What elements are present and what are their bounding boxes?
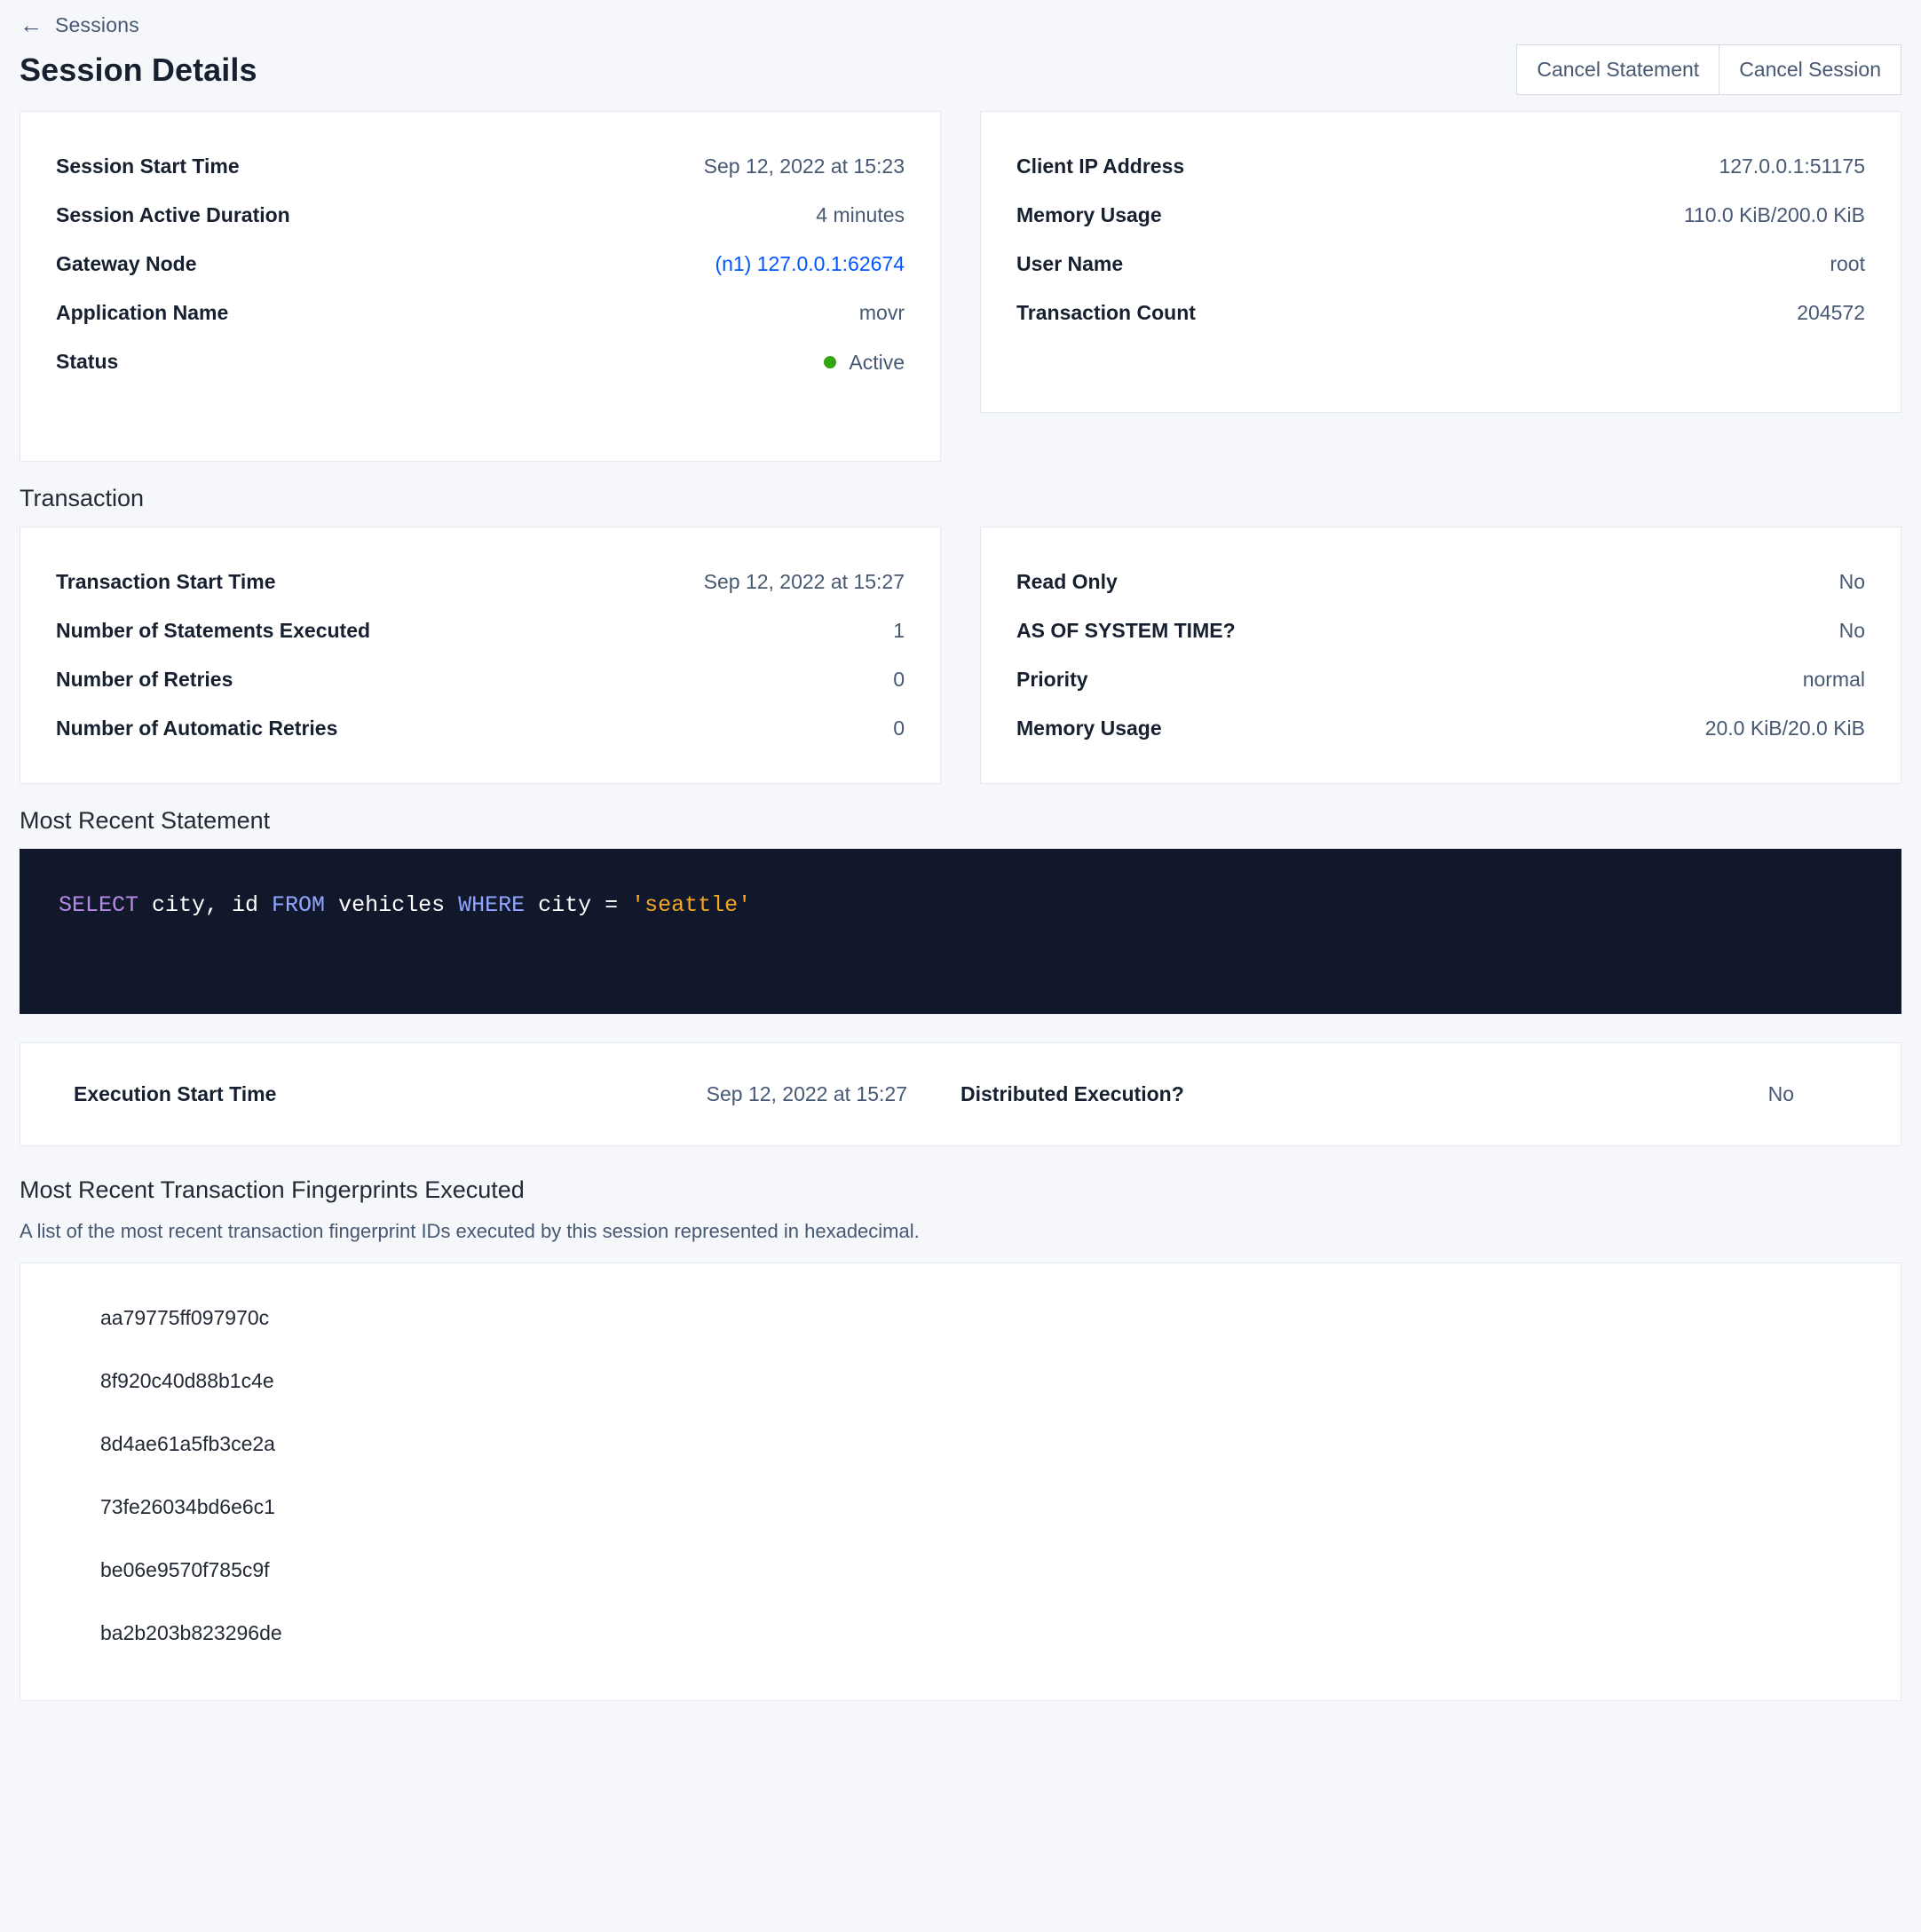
breadcrumb[interactable] (20, 0, 1901, 39)
transaction-row (20, 527, 1901, 784)
sql-token-from: FROM (272, 892, 326, 918)
list-item: 8f920c40d88b1c4e (100, 1369, 274, 1392)
value: 20.0 KiB/20.0 KiB (1704, 717, 1865, 740)
fingerprints-description: A list of the most recent transaction fingerprint IDs executed by this session represented in hexadecimal. (20, 1220, 920, 1242)
row-as-of-system-time (1016, 606, 1865, 655)
fingerprints-list (20, 1263, 1901, 1701)
transaction-section-title: Transaction (20, 485, 145, 511)
label: Memory Usage (1016, 717, 1162, 740)
fingerprints-title: Most Recent Transaction Fingerprints Executed (20, 1176, 525, 1203)
statement-section-title: Most Recent Statement (20, 807, 271, 834)
value: 204572 (1797, 301, 1865, 324)
value: Sep 12, 2022 at 15:23 (703, 154, 905, 178)
value: 1 (893, 619, 905, 642)
label: Priority (1016, 668, 1088, 691)
value: 0 (893, 717, 905, 740)
value: root (1830, 252, 1865, 275)
session-overview-row (20, 111, 1901, 462)
label: Session Start Time (56, 154, 240, 178)
transaction-card-left (20, 527, 941, 784)
row-distributed-execution (960, 1082, 1847, 1106)
label: User Name (1016, 252, 1124, 275)
label: Gateway Node (56, 252, 197, 275)
label: Transaction Count (1016, 301, 1196, 324)
sql-token-predicate: city = (525, 892, 632, 918)
sql-token-where: WHERE (458, 892, 526, 918)
value: 110.0 KiB/200.0 KiB (1683, 203, 1865, 226)
label: Read Only (1016, 570, 1118, 593)
row-session-active-duration (56, 191, 905, 240)
status-label: Active (849, 350, 905, 374)
status-dot-icon (824, 356, 836, 368)
row-application-name (56, 289, 905, 337)
page-header (20, 39, 1901, 111)
label: Memory Usage (1016, 203, 1162, 226)
label: Number of Automatic Retries (56, 717, 338, 740)
execution-card (20, 1042, 1901, 1146)
sql-token-literal: 'seattle' (631, 892, 752, 918)
label: Session Active Duration (56, 203, 290, 226)
value: 0 (893, 668, 905, 691)
row-number-of-automatic-retries (56, 704, 905, 753)
value: 4 minutes (816, 203, 905, 226)
row-transaction-start-time (56, 558, 905, 606)
sql-token-table: vehicles (325, 892, 459, 918)
value: normal (1802, 668, 1865, 691)
row-number-of-retries (56, 655, 905, 704)
row-number-of-statements-executed (56, 606, 905, 655)
session-info-card-left (20, 111, 941, 462)
label: Transaction Start Time (56, 570, 276, 593)
row-memory-usage (1016, 191, 1865, 240)
cancel-session-button[interactable]: Cancel Session (1719, 44, 1901, 95)
row-read-only (1016, 558, 1865, 606)
value: Sep 12, 2022 at 15:27 (703, 570, 905, 593)
gateway-node-link[interactable]: (n1) 127.0.0.1:62674 (715, 252, 905, 275)
label: Distributed Execution? (960, 1082, 1184, 1105)
session-info-card-right (980, 111, 1901, 413)
list-item: 8d4ae61a5fb3ce2a (100, 1432, 275, 1455)
list-item: be06e9570f785c9f (100, 1558, 270, 1581)
arrow-left-icon[interactable]: ← (20, 12, 43, 38)
label: Application Name (56, 301, 229, 324)
row-gateway-node (56, 240, 905, 289)
row-transaction-memory-usage (1016, 704, 1865, 753)
header-actions (1516, 44, 1901, 95)
label: AS OF SYSTEM TIME? (1016, 619, 1236, 642)
value: Sep 12, 2022 at 15:27 (706, 1082, 907, 1105)
value: No (1838, 619, 1865, 642)
value: No (1767, 1082, 1794, 1105)
cancel-statement-button[interactable]: Cancel Statement (1516, 44, 1719, 95)
label: Execution Start Time (74, 1082, 277, 1105)
list-item: aa79775ff097970c (100, 1306, 270, 1329)
transaction-card-right (980, 527, 1901, 784)
list-item: 73fe26034bd6e6c1 (100, 1495, 275, 1518)
label: Client IP Address (1016, 154, 1185, 178)
row-priority (1016, 655, 1865, 704)
page-title: Session Details (20, 51, 257, 88)
row-execution-start-time (74, 1082, 960, 1106)
label: Status (56, 350, 119, 373)
row-transaction-count (1016, 289, 1865, 337)
row-session-start-time (56, 142, 905, 191)
label: Number of Statements Executed (56, 619, 371, 642)
sql-statement-block (20, 849, 1901, 1014)
row-client-ip-address (1016, 142, 1865, 191)
list-item: ba2b203b823296de (100, 1621, 282, 1644)
value: movr (858, 301, 905, 324)
label: Number of Retries (56, 668, 233, 691)
breadcrumb-label[interactable]: Sessions (55, 12, 139, 36)
sql-token-select: SELECT (59, 892, 139, 918)
row-status (56, 337, 905, 387)
row-user-name (1016, 240, 1865, 289)
sql-token-columns: city, id (138, 892, 273, 918)
value: 127.0.0.1:51175 (1719, 154, 1865, 178)
value: No (1838, 570, 1865, 593)
status-badge (824, 350, 905, 375)
